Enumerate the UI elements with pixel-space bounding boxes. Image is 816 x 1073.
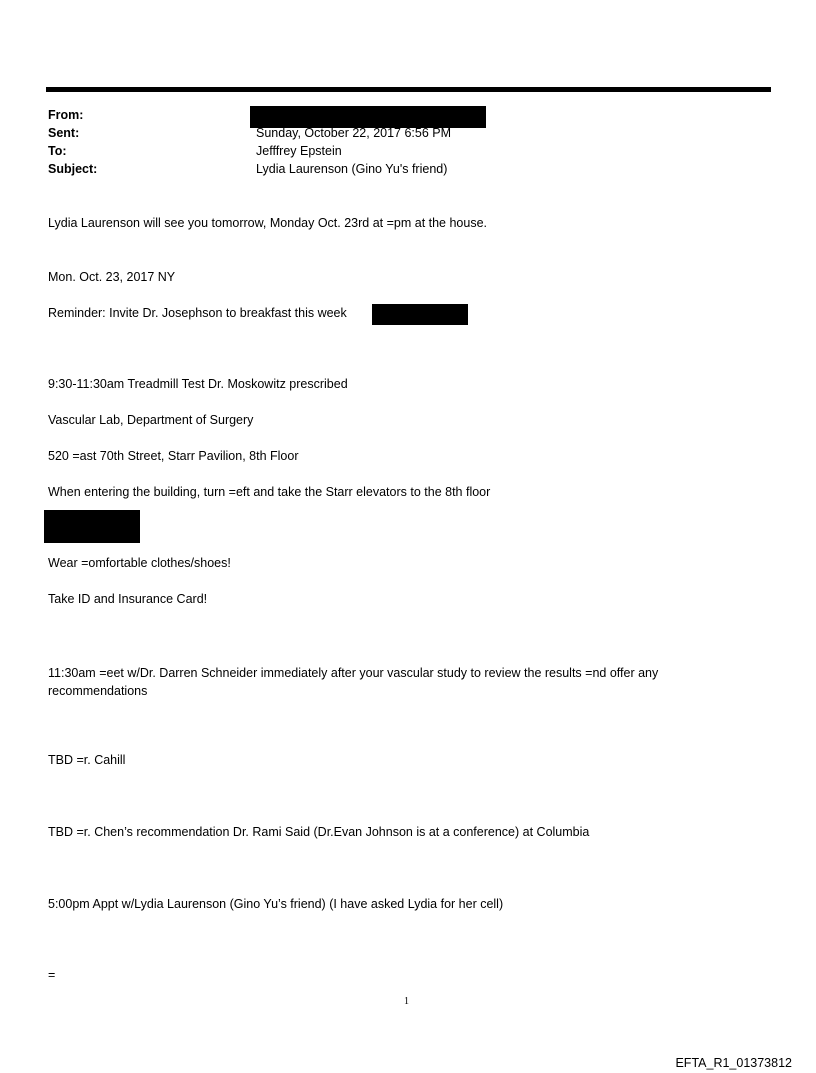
wear-line: Wear =omfortable clothes/shoes! (48, 556, 231, 570)
to-value: Jefffrey Epstein (256, 144, 342, 158)
reminder-line: Reminder: Invite Dr. Josephson to breakfast this week (48, 306, 347, 320)
header-rule (46, 87, 771, 92)
subject-value: Lydia Laurenson (Gino Yu's friend) (256, 162, 448, 176)
redaction-directions (44, 510, 140, 543)
appt-line: 5:00pm Appt w/Lydia Laurenson (Gino Yu’s friend) (I have asked Lydia for her cell) (48, 897, 504, 911)
lab-line: Vascular Lab, Department of Surgery (48, 413, 254, 427)
intro-line: Lydia Laurenson will see you tomorrow, Monday Oct. 23rd at =pm at the house. (48, 216, 488, 230)
cahill-line: TBD =r. Cahill (48, 753, 126, 767)
redaction-from (250, 106, 486, 128)
document-id: EFTA_R1_01373812 (675, 1056, 792, 1070)
from-label: From: (48, 108, 84, 122)
subject-label: Subject: (48, 162, 98, 176)
address-line: 520 =ast 70th Street, Starr Pavilion, 8th Floor (48, 449, 299, 463)
meet-line: 11:30am =eet w/Dr. Darren Schneider immediately after your vascular study to review the results =nd offer any recommendations (48, 666, 659, 698)
sent-label: Sent: (48, 126, 80, 140)
page-number: 1 (404, 996, 409, 1007)
chen-line: TBD =r. Chen’s recommendation Dr. Rami Said (Dr.Evan Johnson is at a conference) at Columbia (48, 825, 590, 839)
to-label: To: (48, 144, 67, 158)
take-id-line: Take ID and Insurance Card! (48, 592, 208, 606)
sent-value: Sunday, October 22, 2017 6:56 PM (256, 126, 452, 140)
date-line: Mon. Oct. 23, 2017 NY (48, 270, 176, 284)
treadmill-line: 9:30-11:30am Treadmill Test Dr. Moskowitz prescribed (48, 377, 348, 391)
directions-line: When entering the building, turn =eft and take the Starr elevators to the 8th floor (48, 485, 491, 499)
redaction-reminder (372, 304, 468, 325)
trailing-line: = (48, 968, 56, 982)
